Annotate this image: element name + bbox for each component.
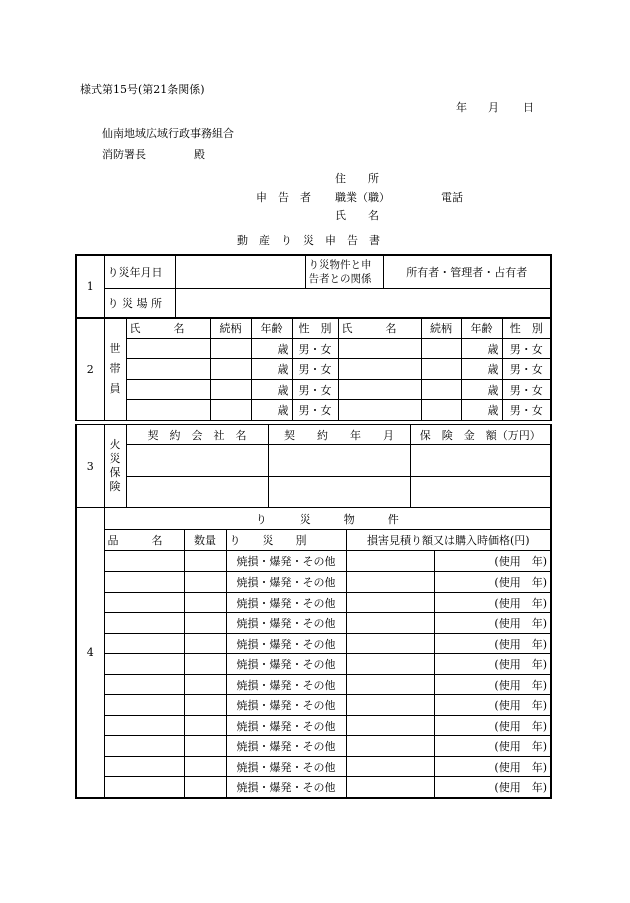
section-4-table bbox=[75, 507, 552, 799]
damage-type-field[interactable]: 焼損・爆発・その他 bbox=[226, 593, 346, 613]
applicant-label: 申 告 者 bbox=[256, 191, 311, 204]
member-relation-field[interactable] bbox=[421, 359, 461, 380]
section-1-number: 1 bbox=[76, 255, 104, 318]
years-used-field[interactable]: (使用 年) bbox=[434, 695, 551, 716]
applicant-address-label: 住 所 bbox=[335, 172, 379, 185]
member-name-field[interactable] bbox=[126, 359, 210, 380]
applicant-name-label: 氏 名 bbox=[335, 209, 379, 222]
member-age-field[interactable]: 歳 bbox=[251, 359, 292, 380]
item-quantity-field[interactable] bbox=[184, 572, 226, 593]
contract-date-field[interactable] bbox=[268, 445, 410, 477]
damage-type-field[interactable]: 焼損・爆発・その他 bbox=[226, 757, 346, 777]
years-used-field[interactable]: (使用 年) bbox=[434, 572, 551, 593]
member-name-field[interactable] bbox=[338, 380, 421, 400]
fire-insurance-char-2: 災 bbox=[109, 452, 121, 465]
member-relation-field[interactable] bbox=[210, 380, 251, 400]
fire-insurance-char-1: 火 bbox=[109, 438, 121, 451]
date-year-label: 年 bbox=[456, 101, 467, 114]
incident-date-field[interactable] bbox=[175, 255, 305, 288]
item-name-field[interactable] bbox=[104, 613, 184, 634]
years-used-field[interactable]: (使用 年) bbox=[434, 777, 551, 798]
item-quantity-field[interactable] bbox=[184, 736, 226, 757]
member-relation-field[interactable] bbox=[210, 359, 251, 380]
col-gender-header-left: 性 別 bbox=[292, 318, 338, 339]
member-name-field[interactable] bbox=[126, 400, 210, 421]
damage-value-field[interactable] bbox=[346, 572, 434, 593]
member-gender-field[interactable]: 男・女 bbox=[502, 400, 551, 421]
col-age-header-right: 年齢 bbox=[461, 318, 502, 339]
form-number: 様式第15号(第21条関係) bbox=[80, 83, 205, 96]
relation-value[interactable]: 所有者・管理者・占有者 bbox=[383, 255, 551, 288]
applicant-phone-label: 電話 bbox=[441, 191, 463, 204]
item-quantity-field[interactable] bbox=[184, 675, 226, 695]
col-name-header-right: 氏 名 bbox=[338, 318, 421, 339]
document-title: 動 産 り 災 申 告 書 bbox=[237, 234, 380, 247]
household-char-2: 帯 bbox=[109, 362, 121, 375]
insurance-amount-header: 保 険 金 額（万円） bbox=[410, 425, 551, 445]
item-name-field[interactable] bbox=[104, 675, 184, 695]
item-name-field[interactable] bbox=[104, 716, 184, 736]
section-3-number: 3 bbox=[76, 425, 104, 508]
damage-value-field[interactable] bbox=[346, 757, 434, 777]
damage-value-field[interactable] bbox=[346, 551, 434, 572]
member-age-field[interactable]: 歳 bbox=[461, 359, 502, 380]
member-name-field[interactable] bbox=[338, 400, 421, 421]
years-used-field[interactable]: (使用 年) bbox=[434, 613, 551, 634]
damage-type-field[interactable]: 焼損・爆発・その他 bbox=[226, 777, 346, 798]
member-name-field[interactable] bbox=[338, 359, 421, 380]
damage-type-field[interactable]: 焼損・爆発・その他 bbox=[226, 695, 346, 716]
relation-label-line1: り災物件と申 bbox=[308, 258, 372, 271]
contract-date-header: 契 約 年 月 bbox=[268, 425, 410, 445]
damage-value-field[interactable] bbox=[346, 716, 434, 736]
item-quantity-field[interactable] bbox=[184, 551, 226, 572]
damage-value-field[interactable] bbox=[346, 695, 434, 716]
relation-label bbox=[305, 255, 383, 288]
item-name-field[interactable] bbox=[104, 695, 184, 716]
item-quantity-field[interactable] bbox=[184, 613, 226, 634]
item-name-field[interactable] bbox=[104, 736, 184, 757]
item-name-field[interactable] bbox=[104, 572, 184, 593]
member-age-field[interactable]: 歳 bbox=[461, 400, 502, 421]
incident-place-field[interactable] bbox=[175, 288, 551, 318]
member-age-field[interactable]: 歳 bbox=[251, 339, 292, 359]
contract-company-field[interactable] bbox=[126, 445, 268, 477]
addressee-organization: 仙南地域広域行政事務組合 bbox=[102, 127, 234, 140]
date-day-label: 日 bbox=[523, 101, 534, 114]
damage-type-header: り 災 別 bbox=[226, 530, 346, 551]
item-name-header: 品 名 bbox=[104, 530, 184, 551]
applicant-occupation-label: 職業（職） bbox=[335, 191, 390, 204]
member-gender-field[interactable]: 男・女 bbox=[502, 359, 551, 380]
col-name-header-left: 氏 名 bbox=[126, 318, 210, 339]
member-gender-field[interactable]: 男・女 bbox=[502, 380, 551, 400]
member-name-field[interactable] bbox=[126, 339, 210, 359]
member-relation-field[interactable] bbox=[210, 400, 251, 421]
member-gender-field[interactable]: 男・女 bbox=[292, 339, 338, 359]
section-4-number: 4 bbox=[76, 508, 104, 798]
quantity-header: 数量 bbox=[184, 530, 226, 551]
section-2-table bbox=[75, 317, 552, 421]
item-name-field[interactable] bbox=[104, 593, 184, 613]
damage-value-field[interactable] bbox=[346, 675, 434, 695]
item-quantity-field[interactable] bbox=[184, 634, 226, 654]
item-name-field[interactable] bbox=[104, 654, 184, 675]
col-relation-header-right: 続柄 bbox=[421, 318, 461, 339]
item-quantity-field[interactable] bbox=[184, 654, 226, 675]
fire-insurance-label bbox=[104, 425, 126, 508]
contract-date-field[interactable] bbox=[268, 477, 410, 508]
damaged-items-header: り 災 物 件 bbox=[104, 508, 551, 530]
section-1-table bbox=[75, 254, 552, 319]
damage-value-field[interactable] bbox=[346, 634, 434, 654]
addressee-honorific: 殿 bbox=[194, 148, 205, 161]
relation-label-line2: 告者との関係 bbox=[308, 272, 372, 285]
years-used-field[interactable]: (使用 年) bbox=[434, 551, 551, 572]
member-relation-field[interactable] bbox=[210, 339, 251, 359]
years-used-field[interactable]: (使用 年) bbox=[434, 736, 551, 757]
damage-type-field[interactable]: 焼損・爆発・その他 bbox=[226, 634, 346, 654]
item-quantity-field[interactable] bbox=[184, 695, 226, 716]
item-name-field[interactable] bbox=[104, 777, 184, 798]
household-char-3: 員 bbox=[109, 382, 121, 395]
household-char-1: 世 bbox=[109, 342, 121, 355]
years-used-field[interactable]: (使用 年) bbox=[434, 634, 551, 654]
damage-type-field[interactable]: 焼損・爆発・その他 bbox=[226, 613, 346, 634]
item-quantity-field[interactable] bbox=[184, 716, 226, 736]
section-3-table bbox=[75, 424, 552, 508]
contract-company-field[interactable] bbox=[126, 477, 268, 508]
damage-type-field[interactable]: 焼損・爆発・その他 bbox=[226, 654, 346, 675]
damage-type-field[interactable]: 焼損・爆発・その他 bbox=[226, 572, 346, 593]
member-gender-field[interactable]: 男・女 bbox=[292, 380, 338, 400]
member-gender-field[interactable]: 男・女 bbox=[292, 359, 338, 380]
years-used-field[interactable]: (使用 年) bbox=[434, 675, 551, 695]
member-relation-field[interactable] bbox=[421, 400, 461, 421]
item-name-field[interactable] bbox=[104, 551, 184, 572]
member-age-field[interactable]: 歳 bbox=[461, 339, 502, 359]
date-month-label: 月 bbox=[488, 101, 499, 114]
member-relation-field[interactable] bbox=[421, 380, 461, 400]
damage-value-field[interactable] bbox=[346, 654, 434, 675]
item-quantity-field[interactable] bbox=[184, 777, 226, 798]
insurance-amount-field[interactable] bbox=[410, 477, 551, 508]
section-2-number: 2 bbox=[76, 318, 104, 421]
fire-insurance-char-3: 保 bbox=[109, 466, 121, 479]
member-name-field[interactable] bbox=[338, 339, 421, 359]
incident-place-label: り 災 場 所 bbox=[104, 288, 175, 318]
addressee-title: 消防署長 bbox=[102, 148, 146, 161]
member-age-field[interactable]: 歳 bbox=[461, 380, 502, 400]
member-age-field[interactable]: 歳 bbox=[251, 380, 292, 400]
damage-type-field[interactable]: 焼損・爆発・その他 bbox=[226, 716, 346, 736]
member-relation-field[interactable] bbox=[421, 339, 461, 359]
incident-date-label: り災年月日 bbox=[104, 255, 175, 288]
damage-type-field[interactable]: 焼損・爆発・その他 bbox=[226, 736, 346, 757]
damage-value-field[interactable] bbox=[346, 613, 434, 634]
item-name-field[interactable] bbox=[104, 757, 184, 777]
household-label bbox=[104, 318, 126, 421]
member-gender-field[interactable]: 男・女 bbox=[502, 339, 551, 359]
damage-value-field[interactable] bbox=[346, 736, 434, 757]
damage-type-field[interactable]: 焼損・爆発・その他 bbox=[226, 675, 346, 695]
member-age-field[interactable]: 歳 bbox=[251, 400, 292, 421]
contract-company-header: 契 約 会 社 名 bbox=[126, 425, 268, 445]
damage-value-field[interactable] bbox=[346, 777, 434, 798]
member-gender-field[interactable]: 男・女 bbox=[292, 400, 338, 421]
item-name-field[interactable] bbox=[104, 634, 184, 654]
col-age-header-left: 年齢 bbox=[251, 318, 292, 339]
damage-type-field[interactable]: 焼損・爆発・その他 bbox=[226, 551, 346, 572]
years-used-field[interactable]: (使用 年) bbox=[434, 757, 551, 777]
item-quantity-field[interactable] bbox=[184, 593, 226, 613]
col-gender-header-right: 性 別 bbox=[502, 318, 551, 339]
fire-insurance-char-4: 険 bbox=[109, 480, 121, 493]
member-name-field[interactable] bbox=[126, 380, 210, 400]
item-quantity-field[interactable] bbox=[184, 757, 226, 777]
damage-value-header: 損害見積り額又は購入時価格(円) bbox=[346, 530, 551, 551]
years-used-field[interactable]: (使用 年) bbox=[434, 654, 551, 675]
damage-value-field[interactable] bbox=[346, 593, 434, 613]
years-used-field[interactable]: (使用 年) bbox=[434, 593, 551, 613]
insurance-amount-field[interactable] bbox=[410, 445, 551, 477]
years-used-field[interactable]: (使用 年) bbox=[434, 716, 551, 736]
col-relation-header-left: 続柄 bbox=[210, 318, 251, 339]
